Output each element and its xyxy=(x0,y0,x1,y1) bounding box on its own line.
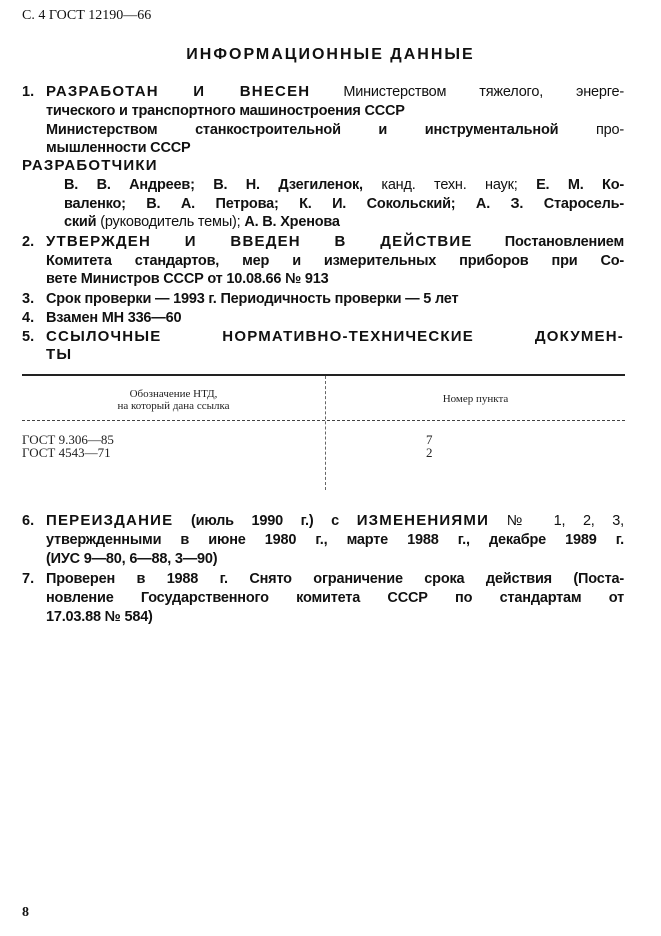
table-header-clause: Номер пункта xyxy=(442,393,509,405)
text: Постановлением xyxy=(504,234,624,250)
developers-line xyxy=(64,213,624,231)
item-number: 3. xyxy=(22,291,35,307)
item7-line: новление Государственного комитета СССР по стандартам от xyxy=(46,590,624,606)
item1-line xyxy=(46,121,624,139)
table-header-rule xyxy=(22,420,625,421)
item2-line: вете Министров СССР от 10.08.66 № 913 xyxy=(46,271,329,287)
text: (июль 1990 г.) с xyxy=(190,513,340,529)
item1-line: тического и транспортного машиностроения СССР xyxy=(46,103,405,119)
text: канд. техн. наук; xyxy=(381,177,518,193)
text: (руководитель темы); xyxy=(100,214,241,230)
item2-line xyxy=(46,233,624,251)
item-number: 2. xyxy=(22,234,35,250)
item3-text: Срок проверки — 1993 г. Периодичность проверки — 5 лет xyxy=(46,291,459,307)
text: ский xyxy=(64,214,97,230)
page-number: 8 xyxy=(22,905,29,920)
text: Е. М. Ко- xyxy=(536,177,624,193)
table-cell-doc: ГОСТ 9.306—85 xyxy=(22,432,114,447)
table-header-designation xyxy=(22,388,325,412)
table-cell-doc: ГОСТ 4543—71 xyxy=(22,445,111,460)
item4-text: Взамен МН 336—60 xyxy=(46,310,182,326)
table-top-rule xyxy=(22,374,625,376)
item2-heading: УТВЕРЖДЕН И ВВЕДЕН В ДЕЙСТВИЕ xyxy=(46,233,473,250)
item-number: 7. xyxy=(22,571,35,587)
text: на который дана ссылка xyxy=(117,400,230,412)
item7-line: 17.03.88 № 584) xyxy=(46,609,153,625)
text: В. В. Андреев; В. Н. Дзегиленок, xyxy=(64,177,363,193)
item6-heading: ПЕРЕИЗДАНИЕ xyxy=(46,512,174,529)
item7-line: Проверен в 1988 г. Снято ограничение срока действия (Поста- xyxy=(46,571,624,587)
text: А. В. Хренова xyxy=(244,214,340,230)
developers-line xyxy=(64,176,624,194)
page-title: ИНФОРМАЦИОННЫЕ ДАННЫЕ xyxy=(186,46,475,63)
item1-line: мышленности СССР xyxy=(46,140,191,156)
text: № 1, 2, 3, xyxy=(506,513,624,529)
item1-heading: РАЗРАБОТАН И ВНЕСЕН xyxy=(46,83,311,100)
item-number: 6. xyxy=(22,513,35,529)
developers-heading: РАЗРАБОТЧИКИ xyxy=(22,157,158,174)
text: Обозначение НТД, xyxy=(129,388,218,400)
item6-line xyxy=(46,512,624,530)
text: Министерством тяжелого, энерге- xyxy=(343,84,624,100)
running-header: С. 4 ГОСТ 12190—66 xyxy=(22,8,152,23)
item6-line: (ИУС 9—80, 6—88, 3—90) xyxy=(46,551,218,567)
item6-line: утвержденными в июне 1980 г., марте 1988 г., декабре 1989 г. xyxy=(46,532,624,548)
item5-heading: ССЫЛОЧНЫЕ НОРМАТИВНО-ТЕХНИЧЕСКИЕ ДОКУМЕН- xyxy=(46,328,624,345)
table-cell-clause: 7 xyxy=(426,432,433,447)
table-cell-clause: 2 xyxy=(426,445,433,460)
developers-line: валенко; В. А. Петрова; К. И. Сокольский; А. З. Старосель- xyxy=(64,196,624,212)
item-number: 1. xyxy=(22,84,35,100)
text: про- xyxy=(595,122,624,138)
item2-line: Комитета стандартов, мер и измерительных приборов при Со- xyxy=(46,253,624,269)
item5-heading: ТЫ xyxy=(46,346,73,363)
text: Министерством станкостроительной и инструментальной xyxy=(46,122,559,138)
item-number: 5. xyxy=(22,329,35,345)
item1-line xyxy=(46,83,624,101)
text: ИЗМЕНЕНИЯМИ xyxy=(356,512,490,529)
item-number: 4. xyxy=(22,310,35,326)
